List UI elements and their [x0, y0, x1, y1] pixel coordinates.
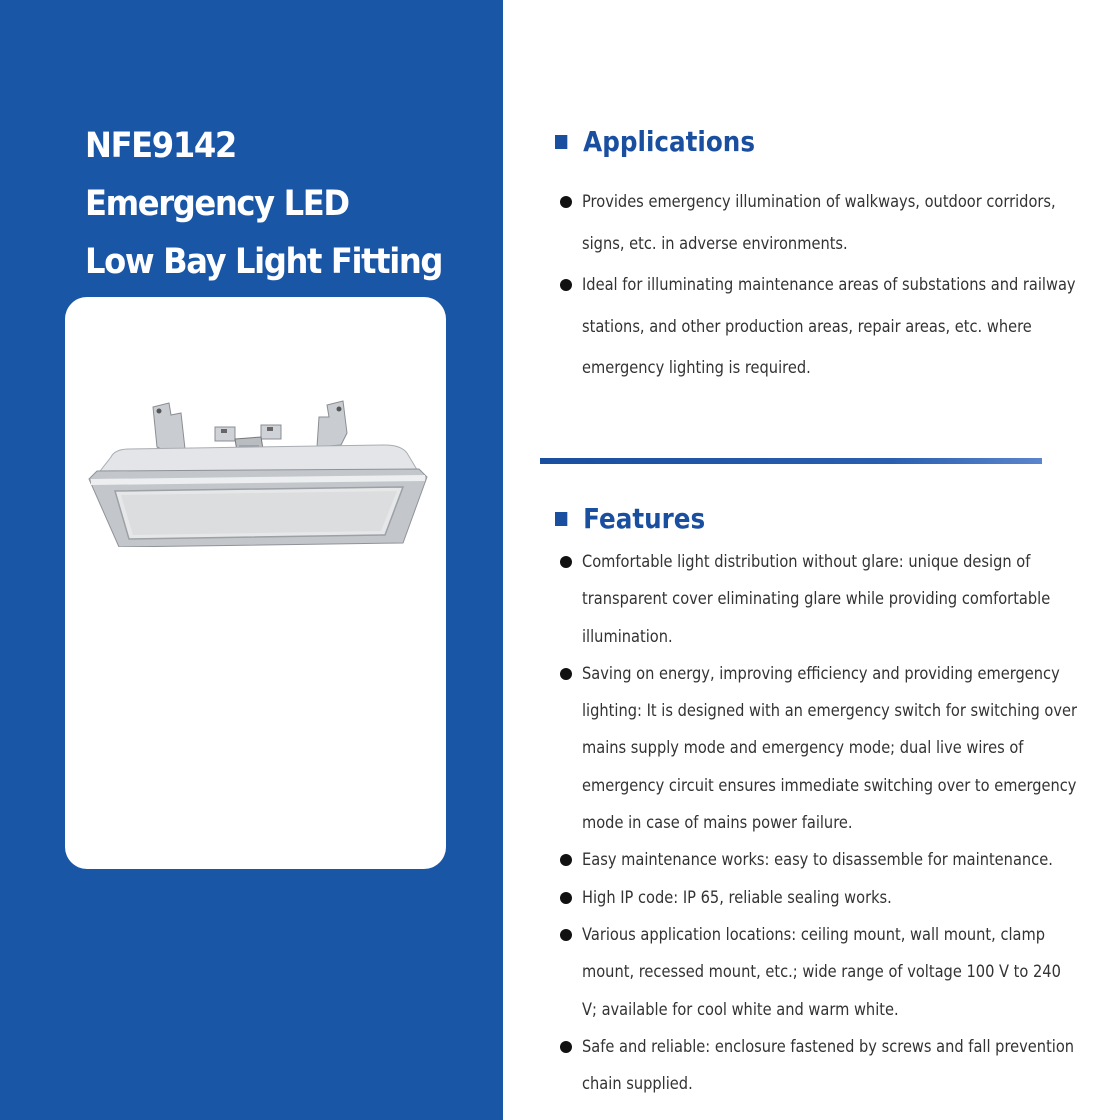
- bullet-icon: [560, 892, 572, 904]
- applications-heading-text: Applications: [583, 125, 755, 158]
- list-item: [560, 182, 1080, 265]
- list-item: [560, 880, 1080, 917]
- product-title: [85, 117, 442, 291]
- list-item-text: Saving on energy, improving efficiency and providing emergency lighting: It is designed with an emergency switch for switching over mains supply mode and emergency mode; dual live wires of emergency circuit ensures immediate switching over to emergency mode in case of mains power failure.: [582, 663, 1078, 834]
- features-list: [560, 544, 1080, 1103]
- bullet-icon: [560, 196, 572, 208]
- features-heading-text: Features: [583, 502, 706, 535]
- title-line2: Emergency LED: [85, 184, 349, 224]
- list-item: [560, 656, 1080, 842]
- low-bay-light-fitting-image: [85, 387, 430, 547]
- bullet-icon: [560, 854, 572, 866]
- list-item-text: Provides emergency illumination of walkways, outdoor corridors, signs, etc. in adverse environments.: [582, 192, 1056, 254]
- features-heading: [555, 502, 705, 535]
- section-divider: [540, 458, 1042, 464]
- list-item-text: High IP code: IP 65, reliable sealing works.: [582, 887, 892, 908]
- applications-list: [560, 182, 1080, 390]
- square-bullet-icon: [555, 512, 567, 526]
- bullet-icon: [560, 929, 572, 941]
- bullet-icon: [560, 1041, 572, 1053]
- title-model: NFE9142: [85, 126, 236, 166]
- list-item-text: Easy maintenance works: easy to disassemble for maintenance.: [582, 850, 1053, 871]
- list-item: [560, 1029, 1080, 1104]
- left-panel: [0, 0, 503, 1120]
- square-bullet-icon: [555, 135, 567, 149]
- bullet-icon: [560, 668, 572, 680]
- list-item-text: Safe and reliable: enclosure fastened by screws and fall prevention chain supplied.: [582, 1036, 1075, 1095]
- list-item: [560, 842, 1080, 879]
- product-image-card: [65, 297, 446, 869]
- bullet-icon: [560, 279, 572, 291]
- applications-heading: [555, 125, 755, 158]
- list-item-text: Various application locations: ceiling mount, wall mount, clamp mount, recessed mount, etc.; wide range of voltage 100 V to 240 V; available for cool white and warm white.: [582, 924, 1061, 1020]
- list-item: [560, 544, 1080, 656]
- bullet-icon: [560, 556, 572, 568]
- title-line3: Low Bay Light Fitting: [85, 242, 443, 282]
- list-item-text: Ideal for illuminating maintenance areas of substations and railway stations, and other production areas, repair areas, etc. where emergency lighting is required.: [582, 275, 1076, 378]
- list-item: [560, 917, 1080, 1029]
- list-item-text: Comfortable light distribution without glare: unique design of transparent cover eliminating glare while providing comfortable illumination.: [582, 552, 1051, 647]
- list-item: [560, 265, 1080, 390]
